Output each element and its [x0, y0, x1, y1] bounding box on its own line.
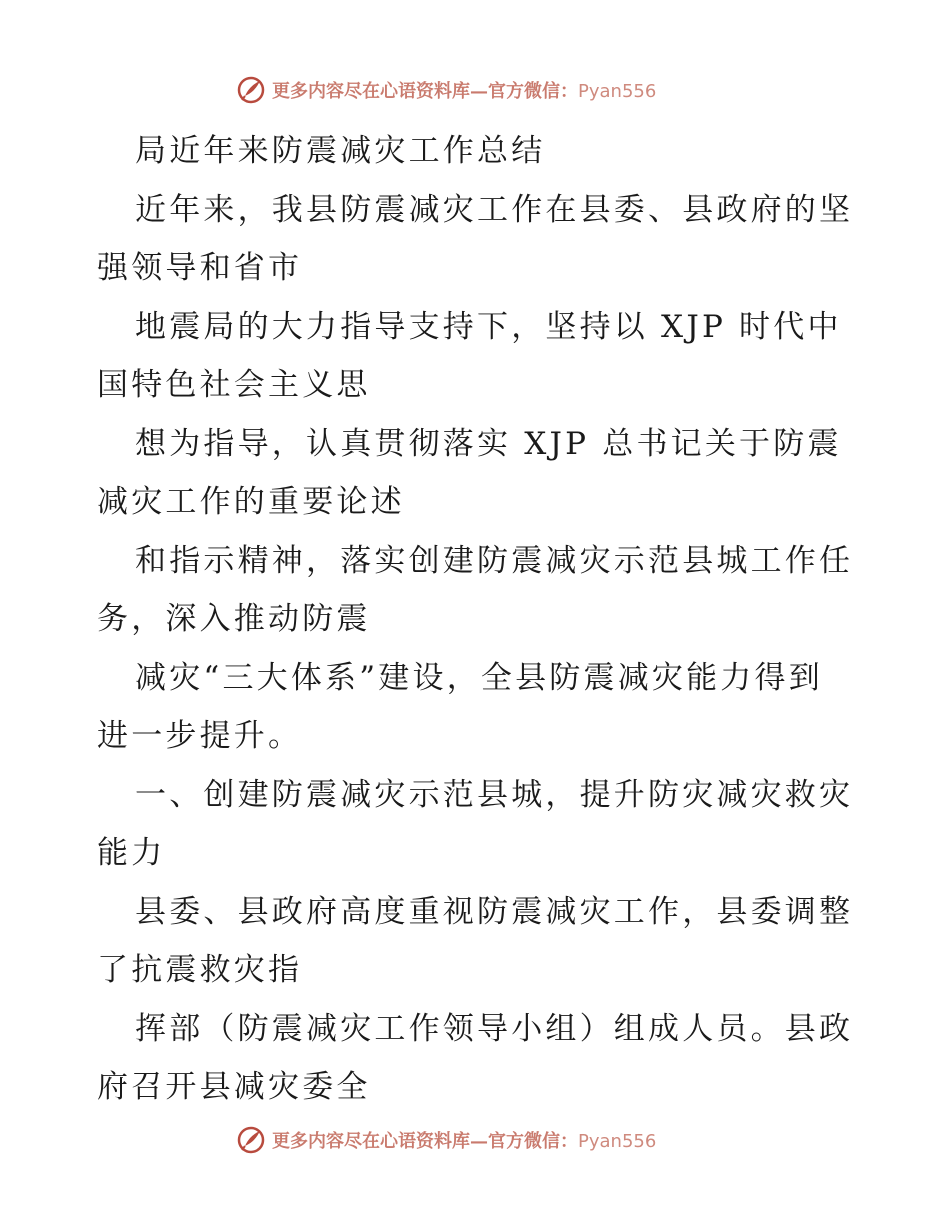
doc-line: 挥部（防震减灾工作领导小组）组成人员。县政: [135, 1010, 854, 1047]
doc-line: 和指示精神，落实创建防震减灾示范县城工作任: [135, 542, 854, 579]
doc-line: 务，深入推动防震: [97, 601, 371, 637]
doc-line: 强领导和省市: [97, 250, 303, 286]
doc-line: 国特色社会主义思: [97, 367, 371, 403]
doc-line: 想为指导，认真贯彻落实 XJP 总书记关于防震: [135, 425, 842, 462]
doc-line: 减灾工作的重要论述: [97, 484, 405, 520]
watermark-wechat-id: Pyan556: [578, 1131, 657, 1152]
doc-line: 地震局的大力指导支持下，坚持以 XJP 时代中: [135, 308, 842, 345]
doc-line: 县委、县政府高度重视防震减灾工作，县委调整: [135, 893, 854, 930]
doc-line: 了抗震救灾指: [97, 952, 303, 988]
doc-line: 减灾“三大体系”建设，全县防震减灾能力得到: [135, 659, 823, 696]
footer-watermark: [236, 1123, 656, 1157]
doc-line: 进一步提升。: [97, 718, 303, 754]
doc-title: 局近年来防震减灾工作总结: [135, 133, 546, 169]
watermark-wechat-id: Pyan556: [578, 81, 657, 102]
document-body: [97, 122, 853, 1117]
feather-pen-logo-icon: [236, 75, 266, 105]
feather-pen-logo-icon: [236, 1125, 266, 1155]
watermark-text: 更多内容尽在心语资料库—官方微信：Pyan556: [272, 81, 657, 102]
doc-line: 府召开县减灾委全: [97, 1069, 371, 1105]
section-heading-cont: 能力: [97, 835, 166, 871]
watermark-text: 更多内容尽在心语资料库—官方微信：Pyan556: [272, 1131, 657, 1152]
header-watermark: [236, 73, 656, 107]
section-heading: 一、创建防震减灾示范县城，提升防灾减灾救灾: [135, 776, 854, 813]
doc-line: 近年来，我县防震减灾工作在县委、县政府的坚: [135, 191, 854, 228]
